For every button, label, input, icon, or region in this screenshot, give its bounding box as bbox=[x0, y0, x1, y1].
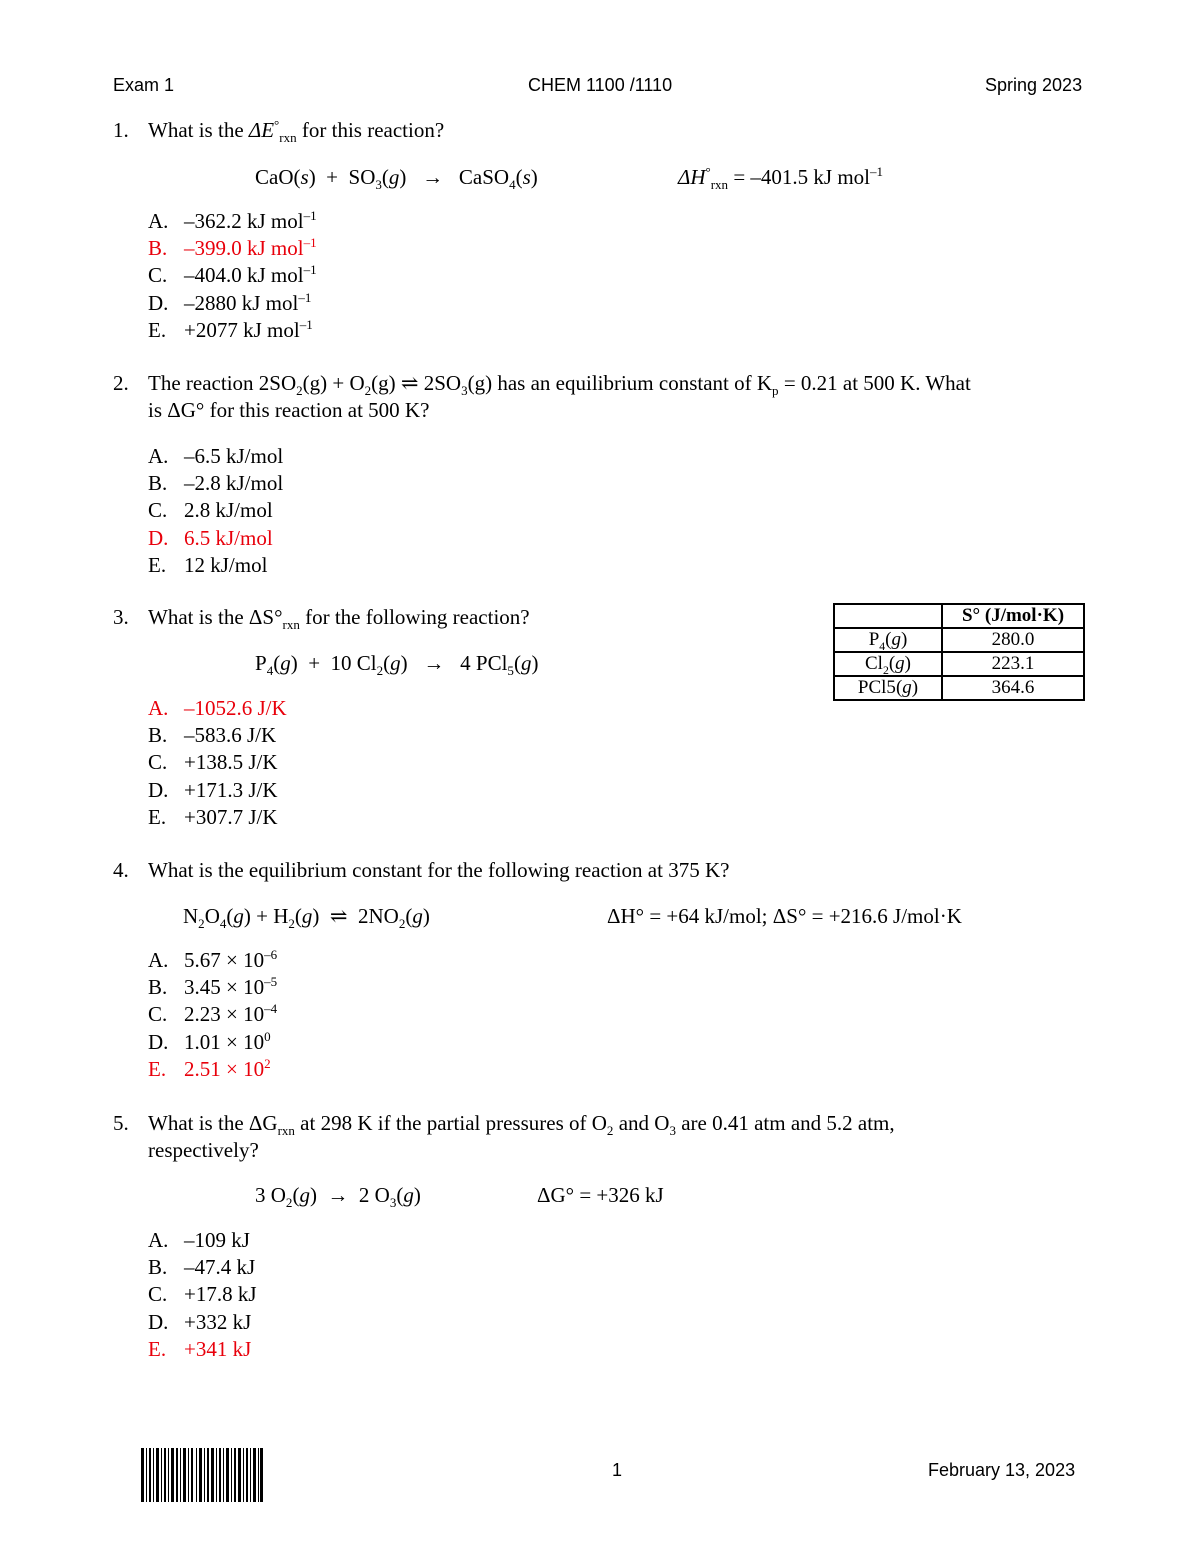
reaction-equation: $CaO(s) + SO_3(g)$ → CaSO$_4$(s) bbox=[255, 165, 538, 193]
option-letter: E. bbox=[148, 1056, 167, 1081]
option-letter: A. bbox=[148, 696, 169, 720]
option-letter: B. bbox=[148, 723, 168, 748]
option-text: 12 kJ/mol bbox=[184, 552, 268, 577]
reaction-equation: 3 $O_2(g) \to 2$ $O_3(g)$ bbox=[255, 1183, 421, 1211]
answer-option bbox=[148, 1309, 251, 1335]
reaction-equation: $P_4(g) + 10$ $Cl_2(g) \to 4$ PCl$_5$(g) bbox=[255, 651, 539, 679]
answer-option bbox=[148, 497, 273, 523]
option-text: –404.0 kJ mol bbox=[184, 263, 304, 288]
option-text: –47.4 kJ bbox=[184, 1255, 256, 1280]
answer-option bbox=[148, 552, 267, 578]
table-row bbox=[834, 676, 1084, 700]
answer-option bbox=[148, 749, 278, 775]
question-text: The reaction $2SO_2(g) + O_2(g)$ ⇌ $2SO_3(g)$ has an equilibrium constant of $K_p = 0.21$ at 500 K. What bbox=[148, 371, 971, 399]
option-text: –1052.6 J/K bbox=[184, 696, 287, 720]
question-number: 5. bbox=[113, 1111, 129, 1135]
option-text: –2.8 kJ/mol bbox=[184, 471, 284, 496]
entropy-value-cell: 280.0 bbox=[942, 628, 1084, 652]
answer-option bbox=[148, 1336, 251, 1362]
option-exponent: –5 bbox=[264, 974, 278, 990]
option-letter: E. bbox=[148, 317, 167, 342]
species-cell: $Cl_2(g)$ bbox=[834, 652, 942, 676]
option-letter: A. bbox=[148, 948, 169, 972]
question-text: What is the $\Delta G_{rxn}$ at 298 K if the partial pressures of $O_2$ and $O_3$ are 0.41 atm and 5.2 atm, bbox=[148, 1111, 895, 1139]
answer-option bbox=[148, 777, 278, 803]
option-letter: A. bbox=[148, 444, 169, 468]
answer-option bbox=[148, 208, 317, 234]
option-exponent: –1 bbox=[303, 235, 317, 251]
option-exponent: –4 bbox=[264, 1001, 278, 1017]
option-letter: E. bbox=[148, 552, 167, 577]
question-number: 2. bbox=[113, 371, 129, 395]
answer-option bbox=[148, 1029, 271, 1055]
question-text: What is the $\Delta S^\circ_{rxn}$ for the following reaction? bbox=[148, 605, 530, 633]
table-row bbox=[834, 652, 1084, 676]
thermo-values: ΔH° = +64 kJ/mol; ΔS° = +216.6 J/mol·K bbox=[607, 904, 962, 928]
reaction-equation: $N_2O_4(g) + H_2(g)$ ⇌ $2NO_2(g)$ bbox=[183, 904, 430, 932]
entropy-table bbox=[833, 603, 1085, 701]
question-number: 3. bbox=[113, 605, 129, 629]
option-text: –109 kJ bbox=[184, 1228, 250, 1252]
option-letter: A. bbox=[148, 1228, 169, 1252]
footer-date: February 13, 2023 bbox=[928, 1460, 1076, 1480]
answer-option bbox=[148, 947, 277, 973]
option-letter: C. bbox=[148, 1002, 168, 1027]
option-text: +2077 kJ mol bbox=[184, 317, 300, 342]
option-letter: B. bbox=[148, 471, 168, 496]
answer-option bbox=[148, 1254, 255, 1280]
answer-option bbox=[148, 525, 273, 551]
option-letter: D. bbox=[148, 1029, 169, 1054]
option-text: 3.45 × 10 bbox=[184, 975, 265, 1000]
option-exponent: –1 bbox=[303, 262, 317, 278]
option-text: –2880 kJ mol bbox=[184, 290, 299, 315]
option-exponent: –1 bbox=[299, 316, 313, 332]
answer-option bbox=[148, 262, 317, 288]
answer-option bbox=[148, 1281, 257, 1307]
answer-option bbox=[148, 317, 313, 343]
option-text: 1.01 × 10 bbox=[184, 1029, 265, 1054]
page-number: 1 bbox=[612, 1460, 623, 1480]
option-text: –399.0 kJ mol bbox=[184, 236, 304, 261]
option-text: 6.5 kJ/mol bbox=[184, 525, 273, 550]
table-row bbox=[834, 628, 1084, 652]
question-text: What is the equilibrium constant for the following reaction at 375 K? bbox=[148, 858, 730, 882]
option-exponent: 0 bbox=[264, 1028, 271, 1044]
option-text: +17.8 kJ bbox=[184, 1282, 257, 1307]
option-text: +307.7 J/K bbox=[184, 804, 278, 829]
option-letter: B. bbox=[148, 975, 168, 1000]
option-letter: C. bbox=[148, 750, 168, 775]
table-header-row bbox=[834, 604, 1084, 628]
entropy-value-cell: 364.6 bbox=[942, 676, 1084, 700]
species-cell: $P_4(g)$ bbox=[834, 628, 942, 652]
option-letter: C. bbox=[148, 1282, 168, 1307]
answer-option bbox=[148, 1001, 277, 1027]
option-text: +341 kJ bbox=[184, 1336, 252, 1361]
option-text: –6.5 kJ/mol bbox=[184, 444, 284, 468]
answer-option bbox=[148, 1056, 271, 1082]
question-text-line2: is ΔG° for this reaction at 500 K? bbox=[148, 398, 430, 422]
option-exponent: –1 bbox=[298, 289, 312, 305]
question-number: 1. bbox=[113, 118, 129, 142]
answer-option bbox=[148, 290, 311, 316]
option-exponent: –6 bbox=[264, 947, 278, 962]
option-exponent: 2 bbox=[264, 1055, 271, 1071]
option-letter: D. bbox=[148, 290, 169, 315]
header-exam: Exam 1 bbox=[113, 75, 175, 95]
option-letter: A. bbox=[148, 209, 169, 233]
enthalpy-value: $\Delta H^\circ_{rxn} = -401.5$ kJ mol$^{-1}$ bbox=[678, 164, 884, 193]
option-letter: D. bbox=[148, 525, 169, 550]
species-cell: PCl5(g) bbox=[834, 676, 942, 700]
option-letter: D. bbox=[148, 1309, 169, 1334]
answer-option bbox=[148, 1227, 250, 1253]
barcode-icon bbox=[141, 1448, 263, 1502]
option-text: +171.3 J/K bbox=[184, 777, 278, 802]
option-text: –362.2 kJ mol bbox=[184, 209, 304, 233]
answer-option bbox=[148, 974, 277, 1000]
question-text: What is the $\Delta E^\circ_{rxn}$ for this reaction? bbox=[148, 117, 445, 146]
option-letter: B. bbox=[148, 236, 168, 261]
option-letter: D. bbox=[148, 777, 169, 802]
option-text: 2.23 × 10 bbox=[184, 1002, 265, 1027]
option-text: 5.67 × 10 bbox=[184, 948, 265, 972]
table-header-empty bbox=[834, 604, 942, 628]
header-course: CHEM 1100 /1110 bbox=[528, 75, 673, 95]
option-letter: C. bbox=[148, 498, 168, 523]
table-header: S° (J/mol·K) bbox=[942, 604, 1084, 628]
answer-option bbox=[148, 804, 278, 830]
option-text: 2.51 × 10 bbox=[184, 1056, 265, 1081]
answer-option bbox=[148, 470, 283, 496]
option-exponent: –1 bbox=[303, 208, 317, 223]
entropy-value-cell: 223.1 bbox=[942, 652, 1084, 676]
option-letter: E. bbox=[148, 804, 167, 829]
option-letter: E. bbox=[148, 1336, 167, 1361]
header-term: Spring 2023 bbox=[985, 75, 1083, 95]
option-text: +138.5 J/K bbox=[184, 750, 278, 775]
answer-option bbox=[148, 235, 317, 261]
option-text: 2.8 kJ/mol bbox=[184, 498, 273, 523]
answer-option bbox=[148, 443, 283, 469]
option-text: +332 kJ bbox=[184, 1309, 252, 1334]
question-number: 4. bbox=[113, 858, 129, 882]
answer-option bbox=[148, 695, 287, 721]
question-text-line2: respectively? bbox=[148, 1138, 259, 1162]
option-letter: C. bbox=[148, 263, 168, 288]
option-text: –583.6 J/K bbox=[184, 723, 277, 748]
option-letter: B. bbox=[148, 1255, 168, 1280]
answer-option bbox=[148, 722, 276, 748]
gibbs-value: ΔG° = +326 kJ bbox=[537, 1183, 664, 1207]
